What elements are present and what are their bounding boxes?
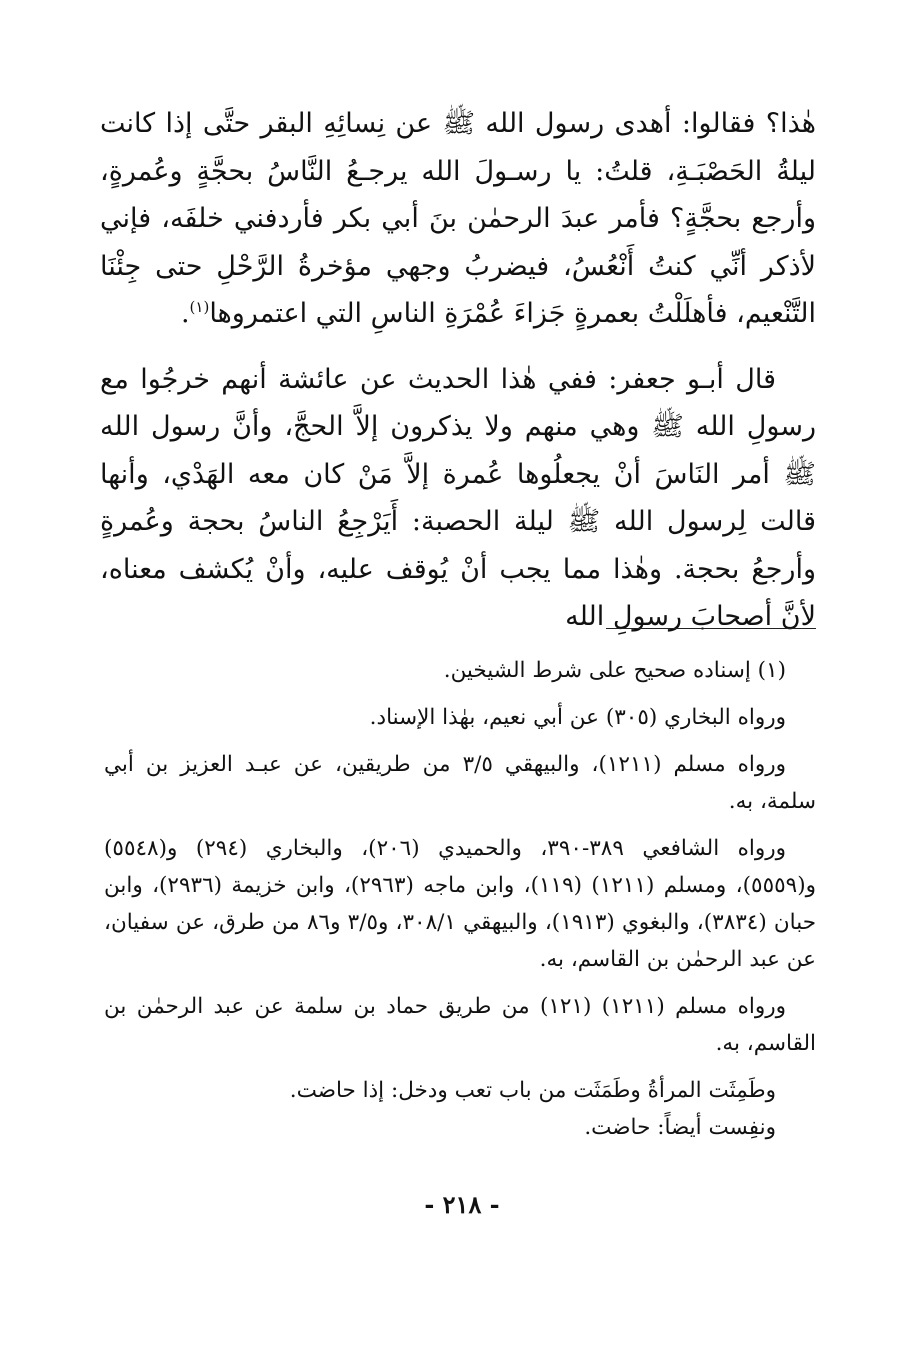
footnote-line: ونفِست أيضاً: حاضت. — [584, 1115, 776, 1140]
page-number: - ٢١٨ - — [424, 1190, 500, 1219]
main-paragraph-2: قال أبـو جعفر: ففي هٰذا الحديث عن عائشة أنهم خرجُوا مع رسولِ الله ﷺ وهي منهم ولا يذكرون إلاَّ الحجَّ، وأنَّ رسول الله ﷺ أمر النَاسَ أنْ يجعلُوها عُمرة إلاَّ مَنْ كان معه الهَدْي، وأنها قالت لِرسول الله ﷺ ليلة الحصبة: أَيَرْجِعُ الناسُ بحجة وعُمرةٍ وأرجعُ بحجة. وهٰذا مما يجب أنْ يُوقف عليه، وأنْ يُكشف معناه، لأنَّ أصحابَ رسولِ الله — [100, 363, 816, 632]
footnote-line: (١) إسناده صحيح على شرط الشيخين. — [443, 658, 786, 683]
footnote-line: ورواه الشافعي ٣٨٩-٣٩٠، والحميدي (٢٠٦)، والبخاري (٢٩٤) و(٥٥٤٨) و(٥٥٥٩)، ومسلم (١٢١١) (١١٩)، وابن ماجه (٢٩٦٣)، وابن خزيمة (٢٩٣٦)، وابن حبان (٣٨٣٤)، والبغوي (١٩١٣)، والبيهقي ٣٠٨/١، و٣/٥ و٨٦ من طرق، عن سفيان، عن عبد الرحمٰن بن القاسم، به. — [104, 836, 817, 972]
paragraph-1-end: . — [180, 298, 190, 329]
footnote-line: وطَمِثَت المرأةُ وطَمَثَت من باب تعب ودخل: إذا حاضت. — [289, 1078, 776, 1103]
footnote-separator — [606, 628, 816, 629]
paragraph-1-text: هٰذا؟ فقالوا: أهدى رسول الله ﷺ عن نِسائِهِ البقر حتَّى إذا كانت ليلةُ الحَصْبَـةِ، قلتُ: يا رسـولَ الله يرجـعُ النَّاسُ بحجَّةٍ وعُمرةٍ، وأرجع بحجَّةٍ؟ فأمر عبدَ الرحمٰن بنَ أبي بكر فأردفني خلفَه، فإني لأذكر أنِّي كنتُ أَنْعُسُ، فيضربُ وجهي مؤخرةُ الرَّحْلِ حتى جِئْنَا التَّنْعيم، فأهلَلْتُ بعمرةٍ جَزاءَ عُمْرَةِ الناسِ التي اعتمروها — [100, 108, 816, 329]
footnote-line: ورواه البخاري (٣٠٥) عن أبي نعيم، بهٰذا الإسناد. — [369, 705, 786, 730]
main-paragraph-1 — [100, 100, 816, 338]
footnote-reference-1: (١) — [189, 298, 210, 316]
footnotes-section — [104, 652, 816, 1146]
footnote-line: ورواه مسلم (١٢١١)، والبيهقي ٣/٥ من طريقين، عن عبـد العزيز بن أبي سلمة، به. — [104, 752, 816, 814]
footnote-line: ورواه مسلم (١٢١١) (١٢١) من طريق حماد بن سلمة عن عبد الرحمٰن بن القاسم، به. — [104, 994, 816, 1056]
main-text — [100, 100, 816, 641]
